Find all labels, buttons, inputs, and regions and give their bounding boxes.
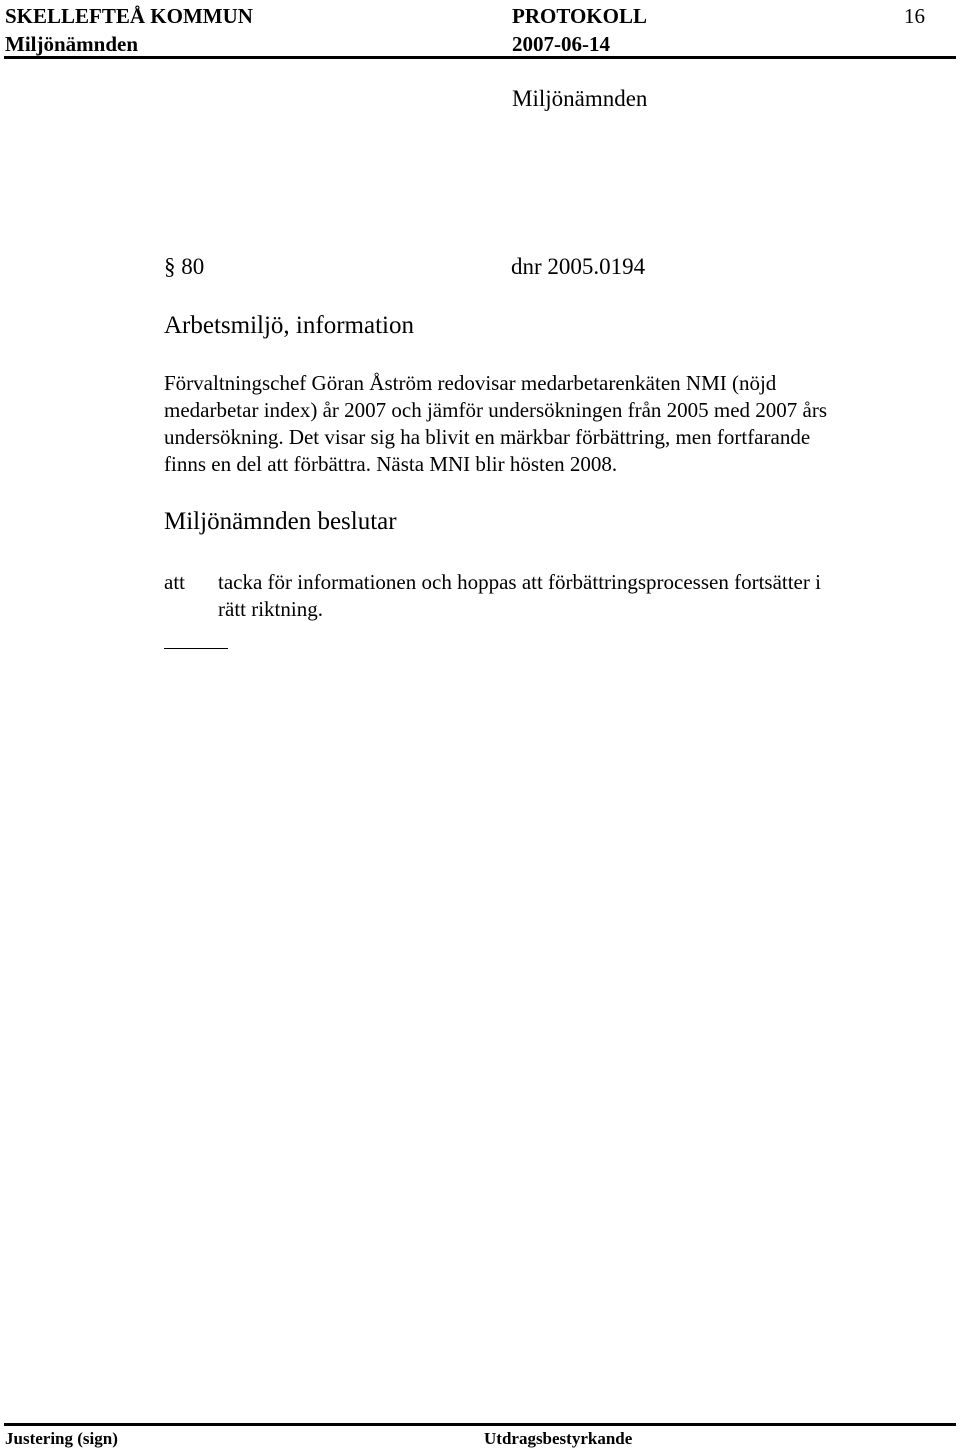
municipality-name: SKELLEFTEÅ KOMMUN [5,4,253,28]
item-title: Arbetsmiljö, information [164,312,414,339]
footer-utdragsbestyrkande: Utdragsbestyrkande [484,1429,633,1448]
footer-rule [4,1423,956,1426]
footer-justering: Justering (sign) [5,1429,118,1448]
document-type: PROTOKOLL [512,4,647,28]
section-symbol: § [164,254,176,279]
section-number: 80 [181,254,205,279]
reference-number: dnr 2005.0194 [511,254,646,279]
body-paragraph [164,370,827,478]
decision-text [218,569,821,623]
committee-title: Miljönämnden [512,86,648,111]
page-number: 16 [904,4,925,28]
header-rule [4,56,956,59]
body-line: medarbetar index) år 2007 och jämför undersökningen från 2005 med 2007 års [164,398,828,422]
decision-line: tacka för informationen och hoppas att förbättringsprocessen fortsätter i [218,570,821,594]
body-line: Förvaltningschef Göran Åström redovisar medarbetarenkäten NMI (nöjd [164,371,777,395]
header-committee: Miljönämnden [5,32,139,56]
body-line: undersökning. Det visar sig ha blivit en märkbar förbättring, men fortfarande [164,425,811,449]
decision-label: att [164,570,185,594]
body-line: finns en del att förbättra. Nästa MNI blir hösten 2008. [164,452,618,476]
decision-line: rätt riktning. [218,597,323,621]
section-line [164,254,204,280]
end-rule [164,648,228,649]
header-date: 2007-06-14 [512,32,610,56]
decision-heading: Miljönämnden beslutar [164,508,397,535]
